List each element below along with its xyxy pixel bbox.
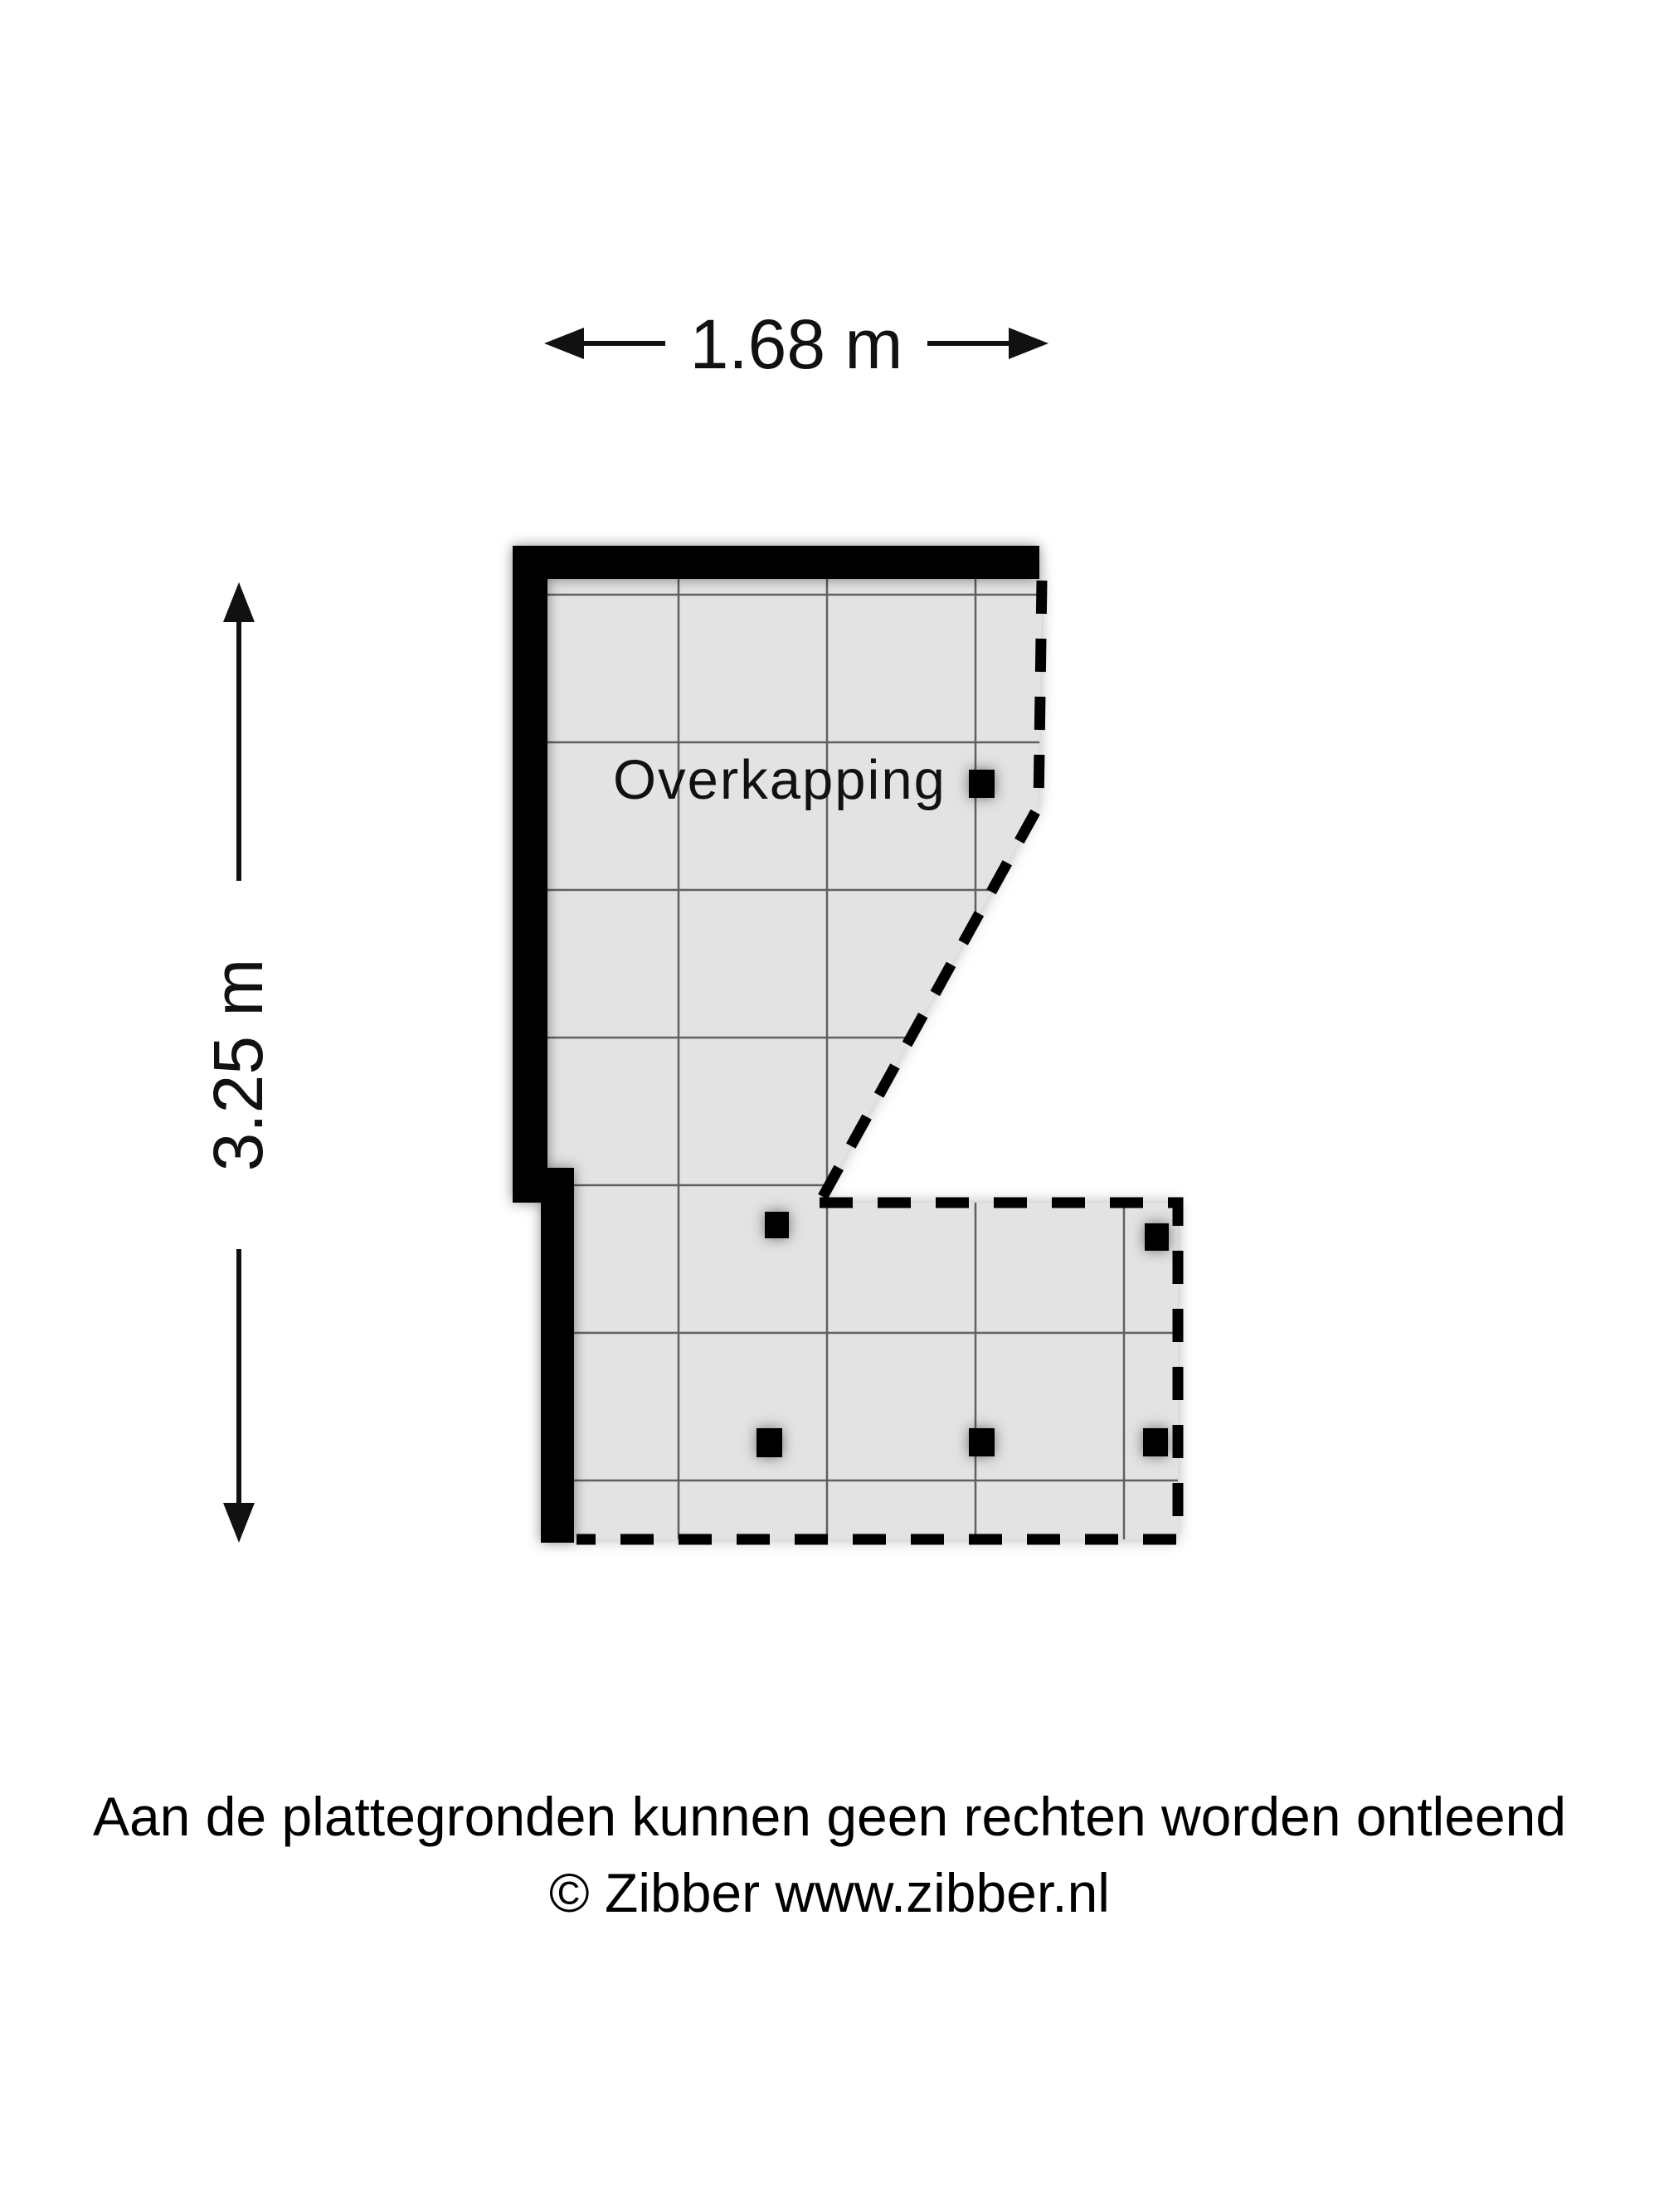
pillar — [969, 1428, 995, 1456]
floor-plan-layers — [513, 546, 1186, 1543]
wall — [513, 546, 1039, 579]
pillar — [757, 1428, 782, 1457]
disclaimer — [0, 1778, 1659, 1931]
height-dimension — [199, 582, 277, 1543]
room-label: Overkapping — [613, 749, 946, 811]
floor-area — [546, 578, 1178, 1539]
width-dimension — [544, 305, 1048, 383]
arrow-right-icon — [1009, 328, 1048, 359]
pillar — [765, 1212, 789, 1238]
pillar — [969, 770, 995, 798]
pillar — [1143, 1428, 1168, 1456]
arrow-left-icon — [544, 328, 584, 359]
wall — [513, 546, 547, 1203]
wall — [541, 1168, 574, 1543]
arrow-down-icon — [223, 1503, 255, 1543]
width-dimension-label: 1.68 m — [689, 305, 903, 383]
copyright-line: © Zibber www.zibber.nl — [549, 1862, 1110, 1923]
pillar — [1145, 1223, 1169, 1251]
arrow-up-icon — [223, 582, 255, 622]
disclaimer-line1: Aan de plattegronden kunnen geen rechten worden ontleend — [92, 1786, 1567, 1847]
height-dimension-label: 3.25 m — [199, 958, 277, 1172]
